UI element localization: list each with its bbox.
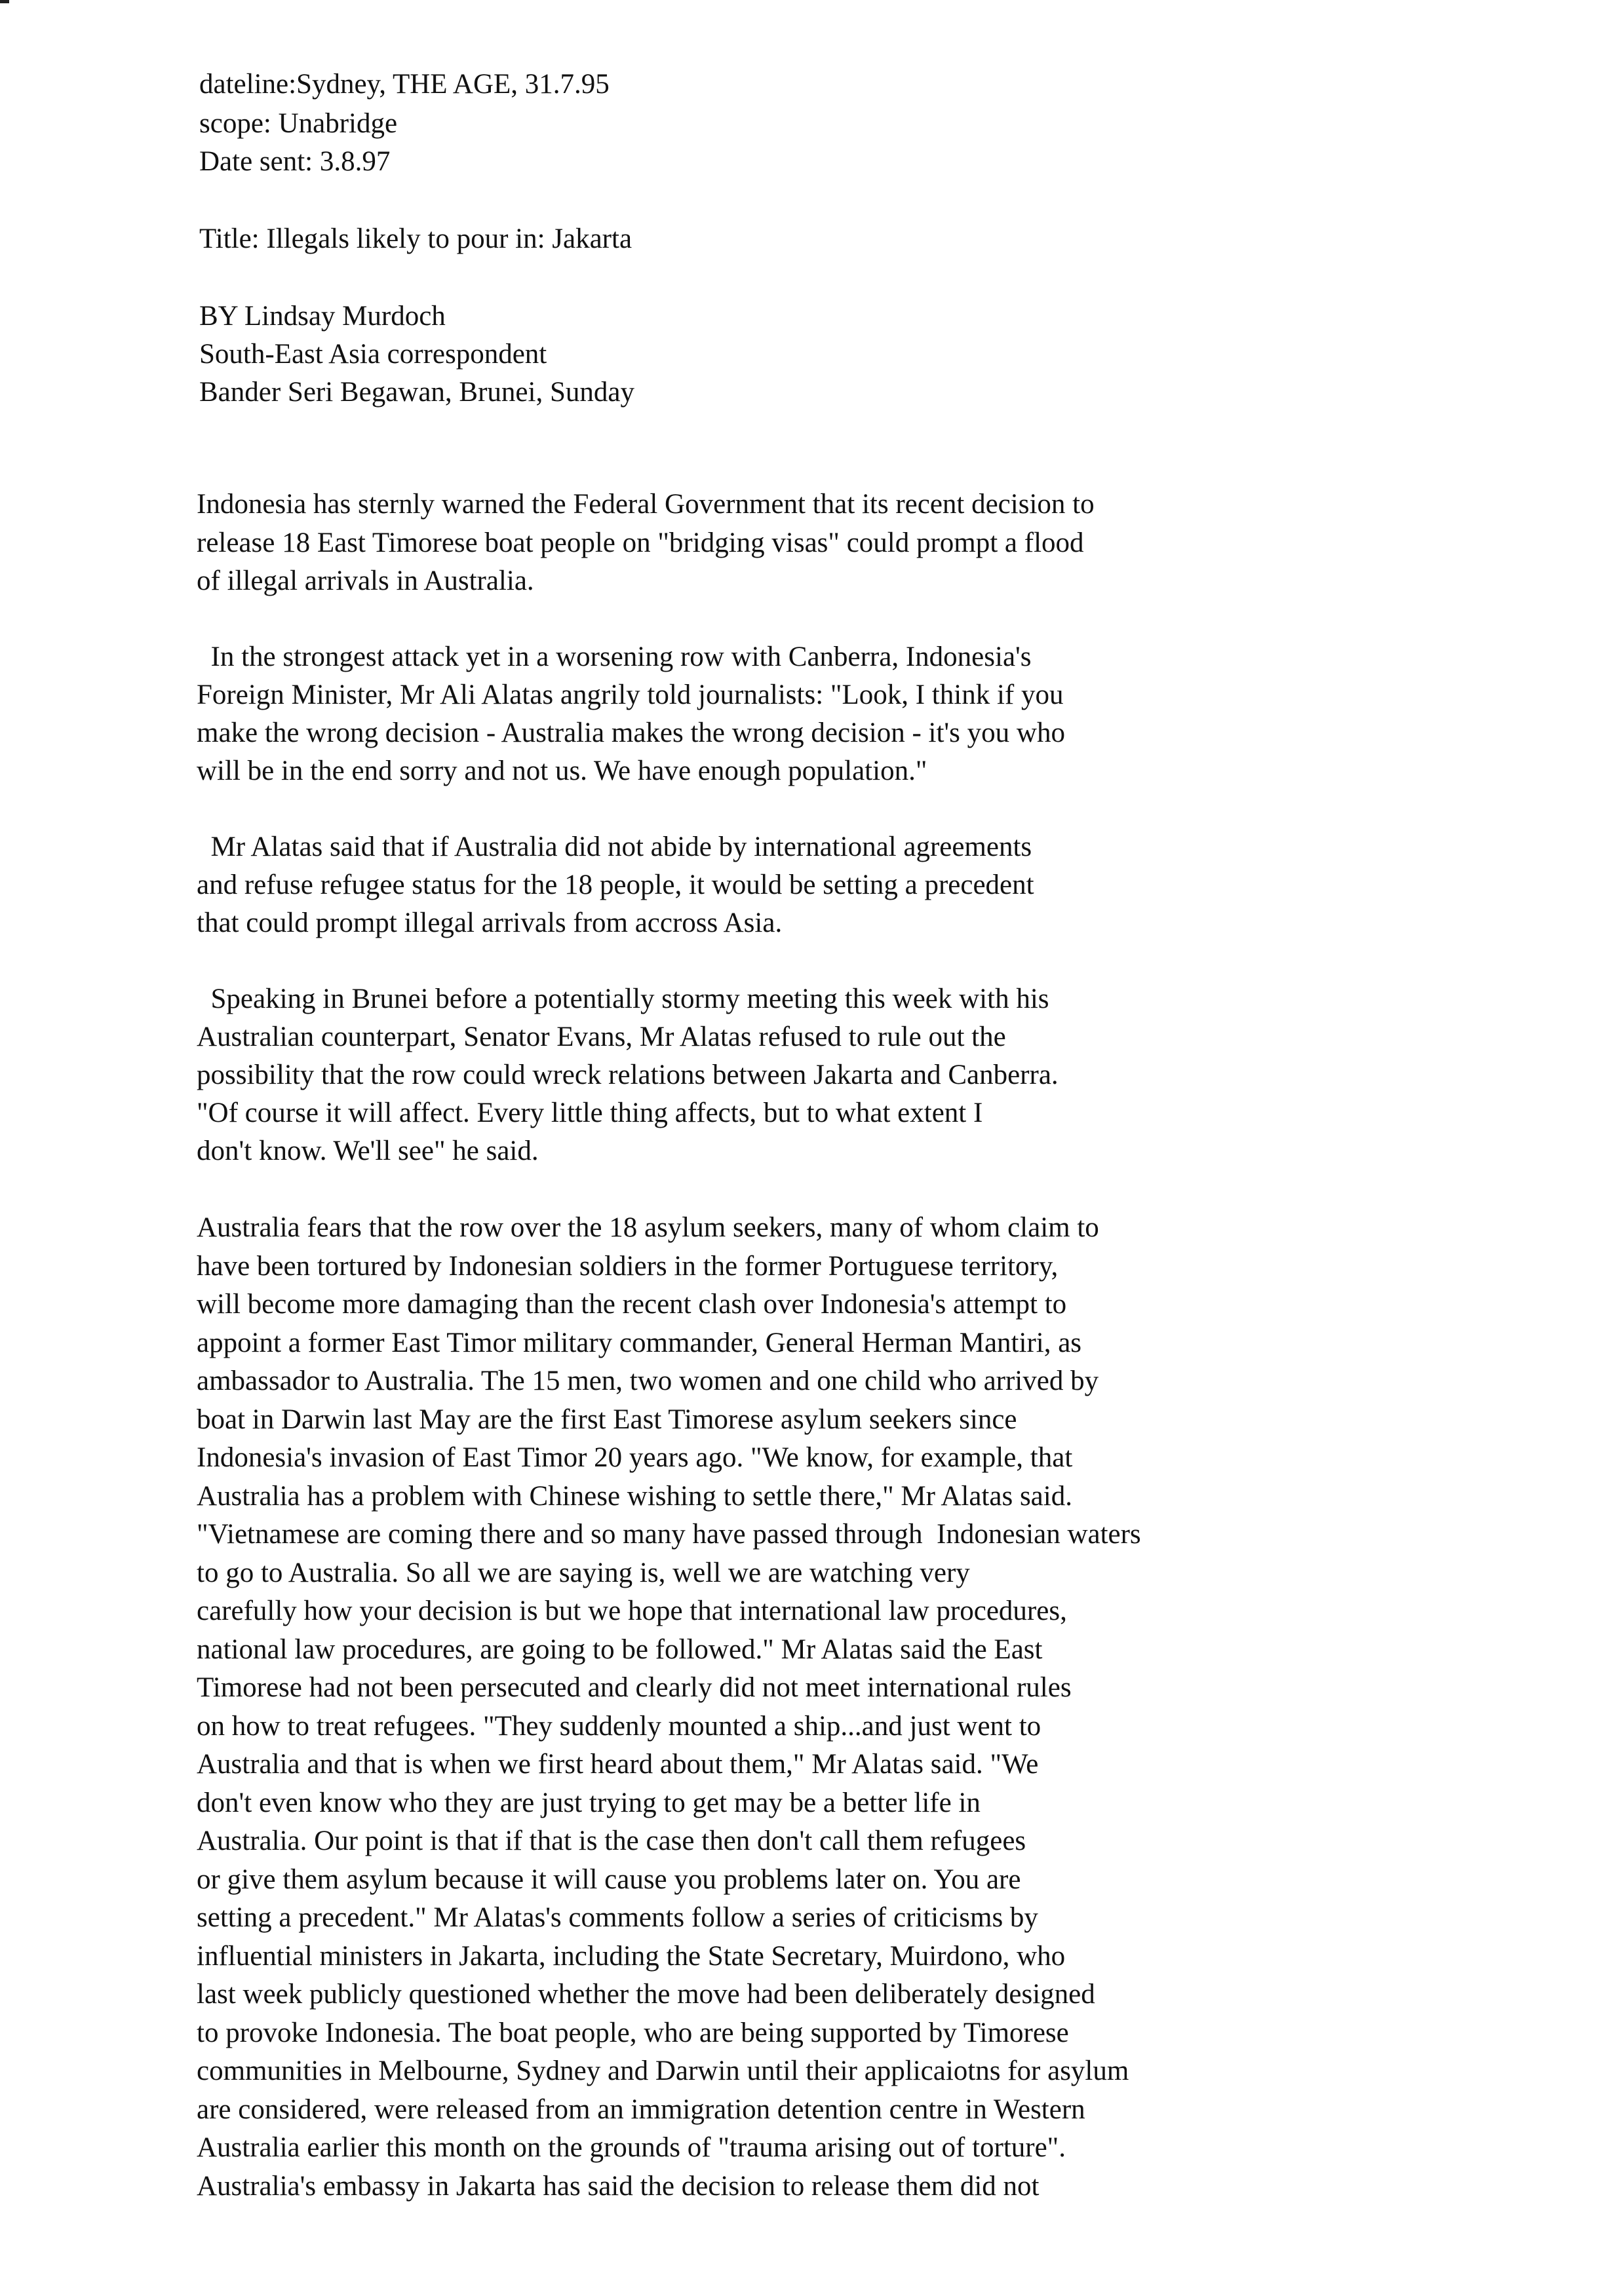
article-title: Title: Illegals likely to pour in: Jakarta	[199, 223, 632, 254]
paragraph-5-line: to go to Australia. So all we are saying is, well we are watching very	[197, 1558, 970, 1588]
paragraph-5-line: have been tortured by Indonesian soldiers in the former Portuguese territory,	[197, 1251, 1059, 1282]
paragraph-5-line: setting a precedent." Mr Alatas's comments follow a series of criticisms by	[197, 1902, 1038, 1933]
paragraph-4-line: Australian counterpart, Senator Evans, Mr Alatas refused to rule out the	[197, 1022, 1006, 1052]
paragraph-5-line: will become more damaging than the recent clash over Indonesia's attempt to	[197, 1289, 1067, 1320]
byline-role: South-East Asia correspondent	[199, 339, 547, 370]
paragraph-5-line: or give them asylum because it will cause you problems later on. You are	[197, 1864, 1021, 1895]
paragraph-5-line: Australia. Our point is that if that is the case then don't call them refugees	[197, 1826, 1026, 1856]
paragraph-3-line: Mr Alatas said that if Australia did not abide by international agreements	[197, 832, 1032, 862]
paragraph-3-line: that could prompt illegal arrivals from accross Asia.	[197, 908, 783, 938]
paragraph-5-line: Australia's embassy in Jakarta has said the decision to release them did not	[197, 2171, 1040, 2202]
paragraph-5-line: last week publicly questioned whether the move had been deliberately designed	[197, 1979, 1095, 2010]
paragraph-5-line: Australia has a problem with Chinese wishing to settle there," Mr Alatas said.	[197, 1481, 1072, 1512]
corner-mark	[0, 0, 9, 3]
paragraph-1-line: of illegal arrivals in Australia.	[197, 565, 534, 596]
paragraph-5-line: boat in Darwin last May are the first East Timorese asylum seekers since	[197, 1404, 1017, 1435]
paragraph-5-line: national law procedures, are going to be followed." Mr Alatas said the East	[197, 1634, 1043, 1665]
paragraph-5-line: influential ministers in Jakarta, including the State Secretary, Muirdono, who	[197, 1941, 1066, 1972]
paragraph-5-line: "Vietnamese are coming there and so many have passed through Indonesian waters	[197, 1519, 1141, 1550]
paragraph-1-line: release 18 East Timorese boat people on "bridging visas" could prompt a flood	[197, 527, 1084, 558]
scope: scope: Unabridge	[199, 108, 398, 139]
paragraph-5-line: Australia and that is when we first heard about them," Mr Alatas said. "We	[197, 1749, 1039, 1780]
paragraph-4-line: "Of course it will affect. Every little thing affects, but to what extent I	[197, 1098, 983, 1128]
paragraph-5-line: appoint a former East Timor military commander, General Herman Mantiri, as	[197, 1328, 1082, 1358]
paragraph-2-line: Foreign Minister, Mr Ali Alatas angrily told journalists: "Look, I think if you	[197, 679, 1064, 710]
paragraph-5-line: Timorese had not been persecuted and clearly did not meet international rules	[197, 1672, 1072, 1703]
dateline: dateline:Sydney, THE AGE, 31.7.95	[199, 69, 610, 100]
paragraph-5-line: communities in Melbourne, Sydney and Darwin until their applicaiotns for asylum	[197, 2056, 1129, 2086]
paragraph-3-line: and refuse refugee status for the 18 people, it would be setting a precedent	[197, 870, 1034, 900]
paragraph-5-line: Australia fears that the row over the 18 asylum seekers, many of whom claim to	[197, 1212, 1099, 1243]
paragraph-2-line: In the strongest attack yet in a worsening row with Canberra, Indonesia's	[197, 641, 1032, 672]
byline-author: BY Lindsay Murdoch	[199, 301, 446, 332]
paragraph-5-line: carefully how your decision is but we hope that international law procedures,	[197, 1596, 1067, 1626]
paragraph-5-line: are considered, were released from an immigration detention centre in Western	[197, 2094, 1085, 2125]
paragraph-5-line: Australia earlier this month on the grounds of "trauma arising out of torture".	[197, 2132, 1066, 2163]
paragraph-1-line: Indonesia has sternly warned the Federal Government that its recent decision to	[197, 489, 1095, 520]
paragraph-4-line: possibility that the row could wreck relations between Jakarta and Canberra.	[197, 1060, 1059, 1090]
date-sent: Date sent: 3.8.97	[199, 146, 391, 177]
byline-place: Bander Seri Begawan, Brunei, Sunday	[199, 377, 634, 408]
paragraph-2-line: make the wrong decision - Australia makes the wrong decision - it's you who	[197, 718, 1065, 748]
paragraph-5-line: ambassador to Australia. The 15 men, two women and one child who arrived by	[197, 1366, 1099, 1396]
paragraph-5-line: to provoke Indonesia. The boat people, who are being supported by Timorese	[197, 2018, 1069, 2048]
paragraph-4-line: don't know. We'll see" he said.	[197, 1136, 539, 1166]
paragraph-5-line: don't even know who they are just trying to get may be a better life in	[197, 1788, 981, 1818]
paragraph-5-line: on how to treat refugees. "They suddenly mounted a ship...and just went to	[197, 1711, 1041, 1742]
paragraph-4-line: Speaking in Brunei before a potentially stormy meeting this week with his	[197, 984, 1049, 1014]
paragraph-5-line: Indonesia's invasion of East Timor 20 years ago. "We know, for example, that	[197, 1442, 1073, 1473]
paragraph-2-line: will be in the end sorry and not us. We have enough population."	[197, 756, 927, 786]
